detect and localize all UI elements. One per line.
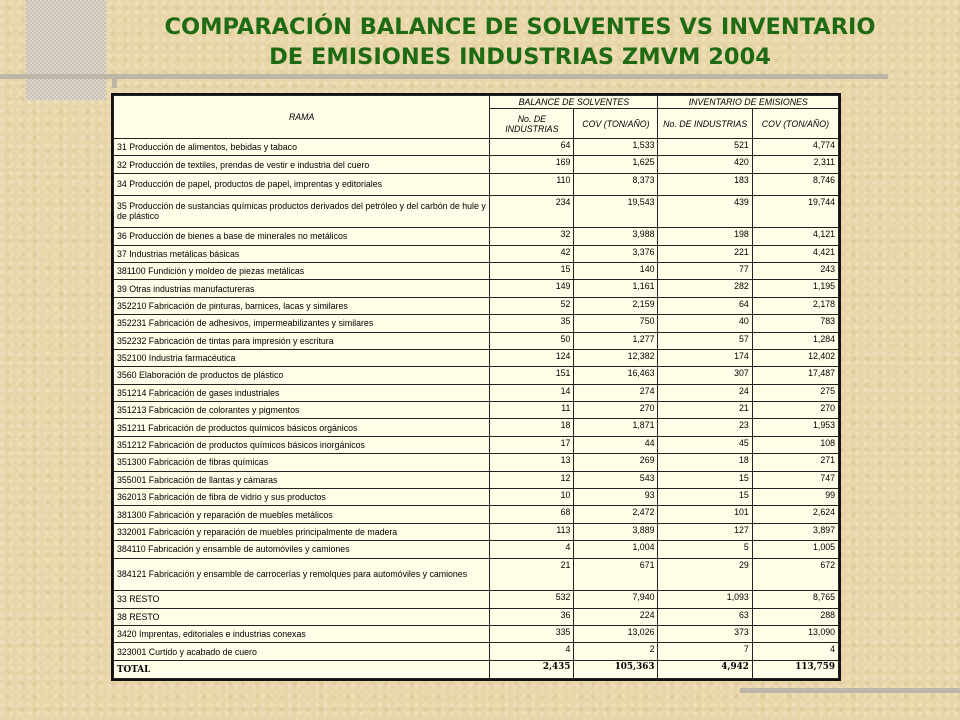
row-bs-industrias: 14 bbox=[490, 384, 574, 401]
table-row bbox=[114, 332, 839, 349]
table-row bbox=[114, 384, 839, 401]
comparison-table bbox=[113, 95, 839, 679]
row-rama: 381300 Fabricación y reparación de muebles metálicos bbox=[114, 506, 490, 523]
row-rama: 352100 Industria farmacéutica bbox=[114, 349, 490, 366]
row-bs-industrias: 234 bbox=[490, 195, 574, 228]
row-ie-industrias: 183 bbox=[658, 173, 752, 195]
header-bs-cov: COV (TON/AÑO) bbox=[574, 109, 658, 139]
row-ie-industrias: 373 bbox=[658, 625, 752, 642]
table-row bbox=[114, 280, 839, 297]
row-bs-industrias: 35 bbox=[490, 315, 574, 332]
row-ie-cov: 1,284 bbox=[752, 332, 838, 349]
table-row bbox=[114, 591, 839, 608]
row-rama: 352232 Fabricación de tintas para impresión y escritura bbox=[114, 332, 490, 349]
row-bs-cov: 224 bbox=[574, 608, 658, 625]
row-rama: 323001 Curtido y acabado de cuero bbox=[114, 643, 490, 661]
row-bs-cov: 270 bbox=[574, 402, 658, 419]
title-line-2: DE EMISIONES INDUSTRIAS ZMVM 2004 bbox=[269, 44, 771, 70]
table-row bbox=[114, 402, 839, 419]
table-row bbox=[114, 643, 839, 661]
header-rama: RAMA bbox=[114, 96, 490, 139]
row-bs-industrias: 11 bbox=[490, 402, 574, 419]
row-bs-industrias: 124 bbox=[490, 349, 574, 366]
row-ie-cov: 1,195 bbox=[752, 280, 838, 297]
row-bs-cov: 2,159 bbox=[574, 297, 658, 314]
row-rama: 352210 Fabricación de pinturas, barnices, lacas y similares bbox=[114, 297, 490, 314]
table-row bbox=[114, 506, 839, 523]
row-rama: 32 Producción de textiles, prendas de vestir e industria del cuero bbox=[114, 156, 490, 173]
row-bs-cov: 140 bbox=[574, 262, 658, 279]
decorative-square bbox=[26, 0, 106, 100]
row-ie-cov: 2,178 bbox=[752, 297, 838, 314]
row-bs-cov: 1,161 bbox=[574, 280, 658, 297]
table-row bbox=[114, 608, 839, 625]
page-title bbox=[120, 12, 920, 72]
row-ie-cov: 783 bbox=[752, 315, 838, 332]
row-bs-industrias: 42 bbox=[490, 245, 574, 262]
table-row bbox=[114, 156, 839, 173]
row-rama: 37 Industrias metálicas básicas bbox=[114, 245, 490, 262]
row-ie-industrias: 282 bbox=[658, 280, 752, 297]
table-row bbox=[114, 245, 839, 262]
row-ie-industrias: 439 bbox=[658, 195, 752, 228]
row-bs-industrias: 15 bbox=[490, 262, 574, 279]
table-row bbox=[114, 367, 839, 384]
row-bs-industrias: 50 bbox=[490, 332, 574, 349]
row-ie-industrias: 307 bbox=[658, 367, 752, 384]
row-ie-cov: 271 bbox=[752, 454, 838, 471]
row-rama: 3560 Elaboración de productos de plástico bbox=[114, 367, 490, 384]
header-inventario-emisiones: INVENTARIO DE EMISIONES bbox=[658, 96, 839, 109]
row-ie-industrias: 127 bbox=[658, 523, 752, 540]
table-row bbox=[114, 541, 839, 558]
header-bs-industrias: No. DE INDUSTRIAS bbox=[490, 109, 574, 139]
row-ie-industrias: 15 bbox=[658, 489, 752, 506]
row-rama: 38 RESTO bbox=[114, 608, 490, 625]
row-ie-cov: 13,090 bbox=[752, 625, 838, 642]
row-rama: 35 Producción de sustancias químicas productos derivados del petróleo y del carbón de hule y de plástico bbox=[114, 195, 490, 228]
row-bs-industrias: 17 bbox=[490, 436, 574, 453]
row-ie-industrias: 521 bbox=[658, 139, 752, 156]
row-ie-cov: 1,005 bbox=[752, 541, 838, 558]
row-rama: 36 Producción de bienes a base de minerales no metálicos bbox=[114, 228, 490, 245]
row-bs-industrias: 113 bbox=[490, 523, 574, 540]
table-row bbox=[114, 349, 839, 366]
row-rama: 34 Producción de papel, productos de papel, imprentas y editoriales bbox=[114, 173, 490, 195]
table-row bbox=[114, 315, 839, 332]
row-ie-cov: 4 bbox=[752, 643, 838, 661]
table-row bbox=[114, 454, 839, 471]
row-ie-cov: 270 bbox=[752, 402, 838, 419]
row-ie-industrias: 24 bbox=[658, 384, 752, 401]
row-ie-cov: 275 bbox=[752, 384, 838, 401]
row-ie-industrias: 29 bbox=[658, 558, 752, 591]
row-bs-cov: 12,382 bbox=[574, 349, 658, 366]
table-row bbox=[114, 228, 839, 245]
row-bs-cov: 274 bbox=[574, 384, 658, 401]
row-rama: 355001 Fabricación de llantas y cámaras bbox=[114, 471, 490, 488]
row-bs-industrias: 52 bbox=[490, 297, 574, 314]
row-ie-cov: 4,121 bbox=[752, 228, 838, 245]
row-ie-industrias: 18 bbox=[658, 454, 752, 471]
row-bs-industrias: 110 bbox=[490, 173, 574, 195]
row-ie-industrias: 7 bbox=[658, 643, 752, 661]
row-bs-cov: 3,988 bbox=[574, 228, 658, 245]
row-ie-industrias: 45 bbox=[658, 436, 752, 453]
row-rama: 352231 Fabricación de adhesivos, impermeabilizantes y similares bbox=[114, 315, 490, 332]
row-ie-industrias: 420 bbox=[658, 156, 752, 173]
row-ie-cov: 8,765 bbox=[752, 591, 838, 608]
row-ie-cov: 4,774 bbox=[752, 139, 838, 156]
row-bs-cov: 8,373 bbox=[574, 173, 658, 195]
row-ie-cov: 8,746 bbox=[752, 173, 838, 195]
row-bs-industrias: 64 bbox=[490, 139, 574, 156]
row-bs-cov: 7,940 bbox=[574, 591, 658, 608]
row-ie-cov: 747 bbox=[752, 471, 838, 488]
row-bs-industrias: 149 bbox=[490, 280, 574, 297]
row-ie-industrias: 198 bbox=[658, 228, 752, 245]
total-ie-cov: 113,759 bbox=[752, 661, 838, 679]
total-ie-industrias: 4,942 bbox=[658, 661, 752, 679]
total-label: TOTAL bbox=[114, 661, 490, 679]
row-rama: 31 Producción de alimentos, bebidas y tabaco bbox=[114, 139, 490, 156]
row-bs-industrias: 21 bbox=[490, 558, 574, 591]
row-bs-cov: 2 bbox=[574, 643, 658, 661]
row-ie-industrias: 77 bbox=[658, 262, 752, 279]
header-ie-cov: COV (TON/AÑO) bbox=[752, 109, 838, 139]
row-ie-cov: 1,953 bbox=[752, 419, 838, 436]
table-row bbox=[114, 436, 839, 453]
table-row bbox=[114, 262, 839, 279]
row-ie-cov: 3,897 bbox=[752, 523, 838, 540]
row-bs-cov: 1,004 bbox=[574, 541, 658, 558]
table-row bbox=[114, 625, 839, 642]
comparison-table-container bbox=[111, 93, 841, 681]
row-bs-cov: 16,463 bbox=[574, 367, 658, 384]
table-row bbox=[114, 419, 839, 436]
table-total-row bbox=[114, 661, 839, 679]
row-bs-industrias: 335 bbox=[490, 625, 574, 642]
decorative-vertical-line bbox=[112, 74, 117, 88]
row-bs-industrias: 18 bbox=[490, 419, 574, 436]
row-ie-industrias: 1,093 bbox=[658, 591, 752, 608]
row-rama: 39 Otras industrias manufactureras bbox=[114, 280, 490, 297]
table-body bbox=[114, 139, 839, 661]
decorative-bottom-line bbox=[740, 688, 960, 693]
row-ie-industrias: 23 bbox=[658, 419, 752, 436]
table-row bbox=[114, 489, 839, 506]
row-bs-industrias: 151 bbox=[490, 367, 574, 384]
row-rama: 351300 Fabricación de fibras químicas bbox=[114, 454, 490, 471]
row-rama: 381100 Fundición y moldeo de piezas metálicas bbox=[114, 262, 490, 279]
row-rama: 351213 Fabricación de colorantes y pigmentos bbox=[114, 402, 490, 419]
row-ie-cov: 288 bbox=[752, 608, 838, 625]
row-ie-cov: 19,744 bbox=[752, 195, 838, 228]
row-rama: 33 RESTO bbox=[114, 591, 490, 608]
row-ie-cov: 108 bbox=[752, 436, 838, 453]
row-ie-industrias: 221 bbox=[658, 245, 752, 262]
row-rama: 362013 Fabricación de fibra de vidrio y sus productos bbox=[114, 489, 490, 506]
row-bs-industrias: 4 bbox=[490, 643, 574, 661]
row-bs-cov: 1,533 bbox=[574, 139, 658, 156]
total-bs-cov: 105,363 bbox=[574, 661, 658, 679]
row-ie-industrias: 57 bbox=[658, 332, 752, 349]
row-ie-industrias: 5 bbox=[658, 541, 752, 558]
row-bs-cov: 1,277 bbox=[574, 332, 658, 349]
row-bs-cov: 269 bbox=[574, 454, 658, 471]
row-bs-industrias: 532 bbox=[490, 591, 574, 608]
header-ie-industrias: No. DE INDUSTRIAS bbox=[658, 109, 752, 139]
total-bs-industrias: 2,435 bbox=[490, 661, 574, 679]
row-bs-industrias: 169 bbox=[490, 156, 574, 173]
row-ie-cov: 2,624 bbox=[752, 506, 838, 523]
row-ie-cov: 243 bbox=[752, 262, 838, 279]
row-rama: 3420 Imprentas, editoriales e industrias conexas bbox=[114, 625, 490, 642]
table-row bbox=[114, 139, 839, 156]
row-rama: 332001 Fabricación y reparación de muebles principalmente de madera bbox=[114, 523, 490, 540]
row-ie-industrias: 64 bbox=[658, 297, 752, 314]
row-rama: 351214 Fabricación de gases industriales bbox=[114, 384, 490, 401]
title-line-1: COMPARACIÓN BALANCE DE SOLVENTES VS INVENTARIO bbox=[164, 14, 876, 40]
row-rama: 351211 Fabricación de productos químicos básicos orgánicos bbox=[114, 419, 490, 436]
row-bs-industrias: 36 bbox=[490, 608, 574, 625]
row-ie-cov: 672 bbox=[752, 558, 838, 591]
row-bs-cov: 2,472 bbox=[574, 506, 658, 523]
row-bs-cov: 1,871 bbox=[574, 419, 658, 436]
table-row bbox=[114, 558, 839, 591]
row-bs-cov: 3,376 bbox=[574, 245, 658, 262]
table-row bbox=[114, 297, 839, 314]
row-bs-industrias: 68 bbox=[490, 506, 574, 523]
row-rama: 351212 Fabricación de productos químicos básicos inorgánicos bbox=[114, 436, 490, 453]
table-row bbox=[114, 471, 839, 488]
row-bs-cov: 671 bbox=[574, 558, 658, 591]
row-bs-cov: 19,543 bbox=[574, 195, 658, 228]
row-ie-cov: 2,311 bbox=[752, 156, 838, 173]
row-bs-industrias: 12 bbox=[490, 471, 574, 488]
row-bs-cov: 3,889 bbox=[574, 523, 658, 540]
row-bs-cov: 44 bbox=[574, 436, 658, 453]
row-bs-cov: 543 bbox=[574, 471, 658, 488]
decorative-top-line bbox=[0, 74, 888, 79]
row-bs-industrias: 13 bbox=[490, 454, 574, 471]
row-bs-industrias: 10 bbox=[490, 489, 574, 506]
row-ie-industrias: 40 bbox=[658, 315, 752, 332]
row-ie-industrias: 63 bbox=[658, 608, 752, 625]
row-ie-cov: 4,421 bbox=[752, 245, 838, 262]
row-bs-industrias: 32 bbox=[490, 228, 574, 245]
row-bs-cov: 13,026 bbox=[574, 625, 658, 642]
row-ie-industrias: 21 bbox=[658, 402, 752, 419]
row-bs-industrias: 4 bbox=[490, 541, 574, 558]
row-rama: 384121 Fabricación y ensamble de carrocerías y remolques para automóviles y camiones bbox=[114, 558, 490, 591]
row-ie-cov: 99 bbox=[752, 489, 838, 506]
row-ie-cov: 17,487 bbox=[752, 367, 838, 384]
table-row bbox=[114, 195, 839, 228]
row-ie-industrias: 15 bbox=[658, 471, 752, 488]
row-ie-industrias: 174 bbox=[658, 349, 752, 366]
row-ie-industrias: 101 bbox=[658, 506, 752, 523]
row-rama: 384110 Fabricación y ensamble de automóviles y camiones bbox=[114, 541, 490, 558]
row-ie-cov: 12,402 bbox=[752, 349, 838, 366]
row-bs-cov: 1,625 bbox=[574, 156, 658, 173]
row-bs-cov: 93 bbox=[574, 489, 658, 506]
row-bs-cov: 750 bbox=[574, 315, 658, 332]
table-row bbox=[114, 523, 839, 540]
table-row bbox=[114, 173, 839, 195]
header-balance-solventes: BALANCE DE SOLVENTES bbox=[490, 96, 658, 109]
